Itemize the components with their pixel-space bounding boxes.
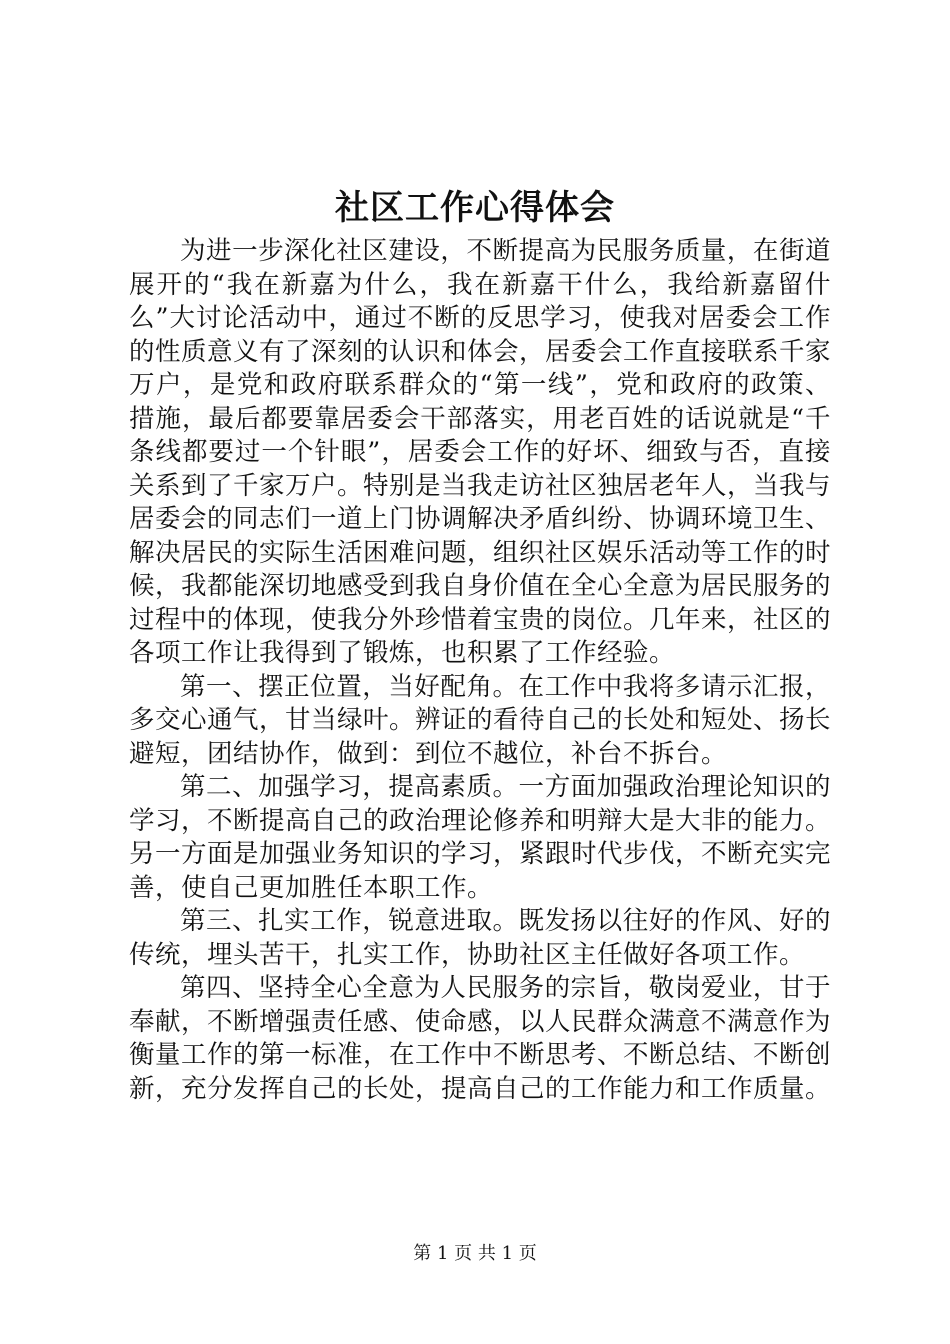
page-number-footer: 第 1 页 共 1 页 bbox=[413, 1243, 537, 1264]
paragraph-point-1: 第一、摆正位置，当好配角。在工作中我将多请示汇报，多交心通气，甘当绿叶。辨证的看待自己的长处和短处、扬长避短，团结协作，做到：到位不越位，补台不拆台。 bbox=[129, 671, 832, 769]
paragraph-point-4: 第四、坚持全心全意为人民服务的宗旨，敬岗爱业，甘于奉献，不断增强责任感、使命感，以人民群众满意不满意作为衡量工作的第一标准，在工作中不断思考、不断总结、不断创新，充分发挥自己的长处，提高自己的工作能力和工作质量。 bbox=[129, 973, 832, 1104]
paragraph-intro: 为进一步深化社区建设，不断提高为民服务质量，在街道展开的“我在新嘉为什么，我在新嘉干什么，我给新嘉留什么”大讨论活动中，通过不断的反思学习，使我对居委会工作的性质意义有了深刻的认识和体会，居委会工作直接联系千家万户，是党和政府联系群众的“第一线”，党和政府的政策、措施，最后都要靠居委会干部落实，用老百姓的话说就是“千条线都要过一个针眼”，居委会工作的好坏、细致与否，直接关系到了千家万户。特别是当我走访社区独居老年人，当我与居委会的同志们一道上门协调解决矛盾纠纷、协调环境卫生、解决居民的实际生活困难问题，组织社区娱乐活动等工作的时候，我都能深切地感受到我自身价值在全心全意为居民服务的过程中的体现，使我分外珍惜着宝贵的岗位。几年来，社区的各项工作让我得到了锻炼，也积累了工作经验。 bbox=[129, 236, 832, 668]
paragraph-point-2: 第二、加强学习，提高素质。一方面加强政治理论知识的学习，不断提高自己的政治理论修养和明辩大是大非的能力。另一方面是加强业务知识的学习，紧跟时代步伐，不断充实完善，使自己更加胜任本职工作。 bbox=[129, 772, 832, 903]
document-title: 社区工作心得体会 bbox=[335, 188, 615, 228]
document-body bbox=[129, 235, 831, 1106]
paragraph-point-3: 第三、扎实工作，锐意进取。既发扬以往好的作风、好的传统，埋头苦干，扎实工作，协助社区主任做好各项工作。 bbox=[129, 906, 831, 970]
